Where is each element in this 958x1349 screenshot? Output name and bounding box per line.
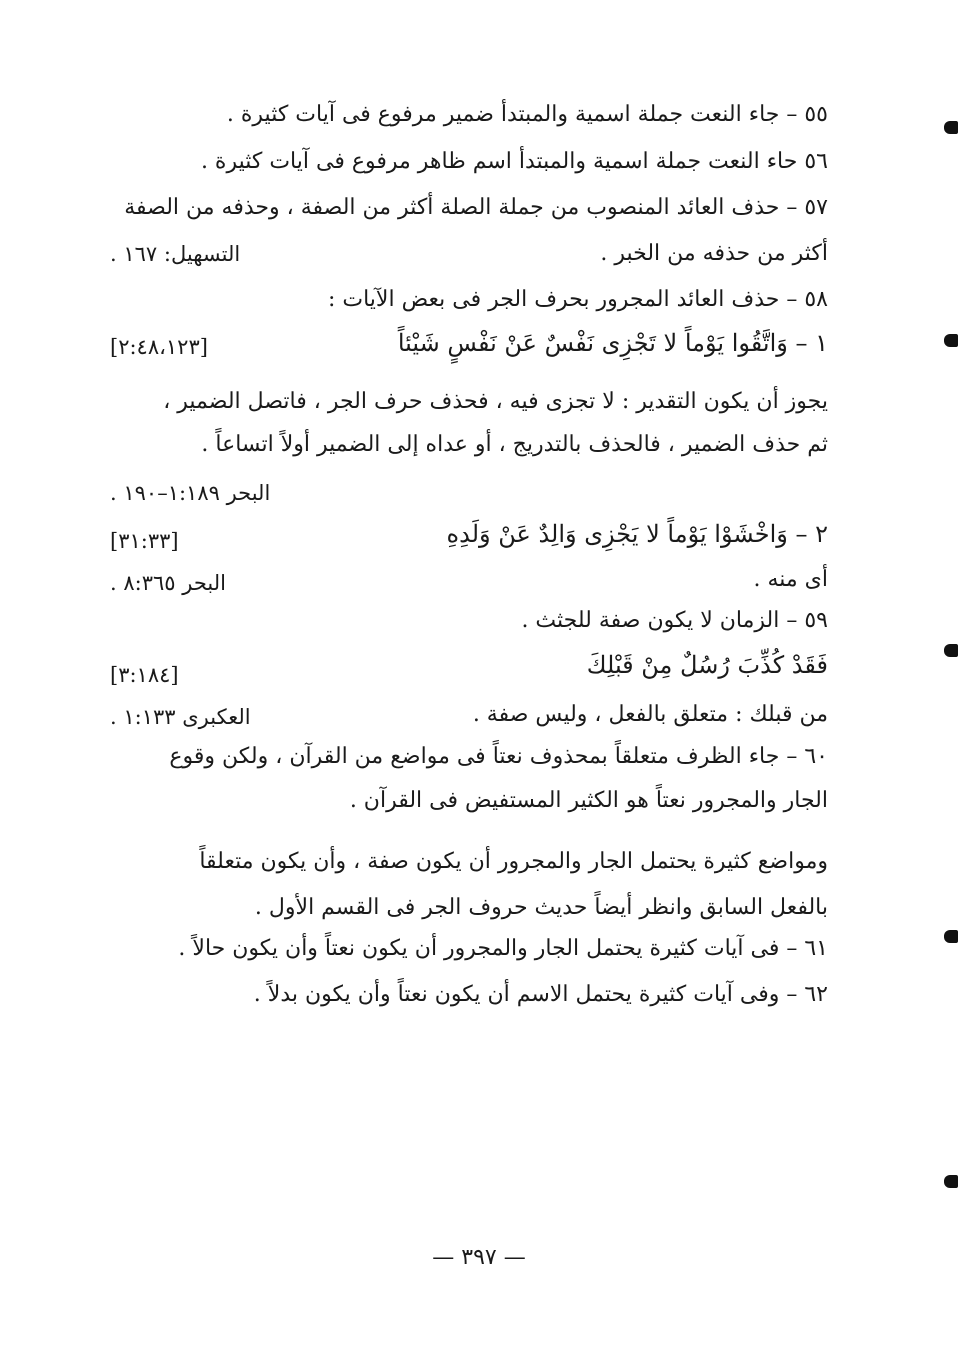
scan-edge-mark xyxy=(944,121,958,134)
reference-tashil: التسهيل: ١٦٧ . xyxy=(110,242,241,266)
item-55: ٥٥ – جاء النعت جملة اسمية والمبتدأ ضمير مرفوع فى آيات كثيرة . xyxy=(226,102,828,127)
item-57-line1: ٥٧ – حذف العائد المنصوب من جملة الصلة أكثر من الصفة ، وحذفه من الصفة xyxy=(124,195,828,220)
item-58: ٥٨ – حذف العائد المجرور بحرف الجر فى بعض الآيات : xyxy=(327,287,828,312)
item-59: ٥٩ – الزمان لا يكون صفة للجثث . xyxy=(521,608,828,633)
verse-2-reference: [٣١:٣٣] xyxy=(110,529,179,553)
reference-bahr-1: البحر ١:١٨٩–١٩٠ . xyxy=(110,481,271,505)
item-57-line2: أكثر من حذفه من الخبر . xyxy=(600,241,828,266)
quran-verse-3: فَقَدْ كُذِّبَ رُسُلٌ مِنْ قَبْلِكَ xyxy=(586,651,828,679)
explanation-2: أى منه . xyxy=(753,567,828,592)
paragraph-4-line1: ومواضع كثيرة يحتمل الجار والمجرور أن يكون صفة ، وأن يكون متعلقاً xyxy=(199,849,828,874)
item-56: ٥٦ حاء النعت جملة اسمية والمبتدأ اسم ظاهر مرفوع فى آيات كثيرة . xyxy=(200,149,828,174)
scan-edge-mark xyxy=(944,930,958,943)
page-number: — ٣٩٧ — xyxy=(432,1245,526,1270)
item-62: ٦٢ – وفى آيات كثيرة يحتمل الاسم أن يكون نعتاً وأن يكون بدلاً . xyxy=(253,982,828,1007)
reference-bahr-2: البحر ٨:٣٦٥ . xyxy=(110,571,226,595)
scan-edge-mark xyxy=(944,334,958,347)
item-61: ٦١ – فى آيات كثيرة يحتمل الجار والمجرور أن يكون نعتاً وأن يكون حالاً . xyxy=(178,936,828,961)
quran-verse-2: ٢ – وَاخْشَوْا يَوْماً لا يَجْزِى وَالِدٌ عَنْ وَلَدِهِ xyxy=(446,520,828,548)
scan-edge-mark xyxy=(944,1175,958,1188)
verse-3-reference: [٣:١٨٤] xyxy=(110,663,179,687)
explanation-1-line1: يجوز أن يكون التقدير : لا تجزى فيه ، فحذف حرف الجر ، فاتصل الضمير ، xyxy=(163,389,828,414)
explanation-3: من قبلك : متعلق بالفعل ، وليس صفة . xyxy=(472,702,828,727)
item-60-line1: ٦٠ – جاء الظرف متعلقاً بمحذوف نعتاً فى مواضع من القرآن ، ولكن وقوع xyxy=(169,744,828,769)
explanation-1-line2: ثم حذف الضمير ، فالحذف بالتدريج ، أو عداه إلى الضمير أولاً اتساعاً . xyxy=(201,432,828,457)
item-60-line2: الجار والمجرور نعتاً هو الكثير المستفيض فى القرآن . xyxy=(349,788,828,813)
scan-edge-mark xyxy=(944,644,958,657)
reference-ukbari: العكبرى ١:١٣٣ . xyxy=(110,705,251,729)
paragraph-4-line2: بالفعل السابق وانظر أيضاً حديث حروف الجر فى القسم الأول . xyxy=(254,895,828,920)
verse-1-reference: [٢:٤٨،١٢٣] xyxy=(110,335,208,359)
quran-verse-1: ١ – وَاتَّقُوا يَوْماً لا تَجْزِى نَفْسٌ عَنْ نَفْسٍ شَيْئاً xyxy=(397,329,828,357)
